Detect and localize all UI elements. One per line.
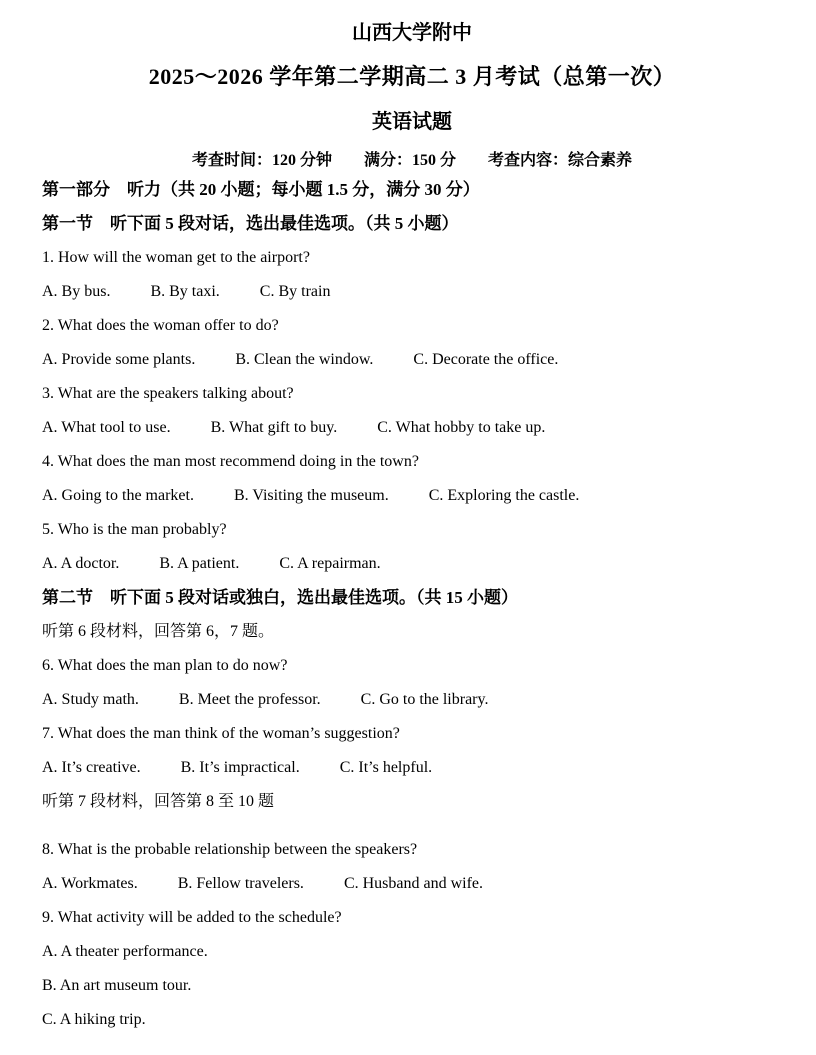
question-3-options (42, 411, 782, 445)
question-7-options (42, 751, 782, 785)
question-4-options (42, 479, 782, 513)
option-a: A. Study math. (42, 691, 139, 708)
material-6-note: 听第 6 段材料，回答第 6，7 题。 (42, 623, 275, 640)
option-b: B. By taxi. (150, 283, 220, 300)
question-9-options (42, 935, 782, 1037)
question-4: 4. What does the man most recommend doing in the town? (42, 453, 419, 470)
school-name: 山西大学附中 (352, 22, 472, 44)
option-b: B. A patient. (159, 555, 240, 572)
question-7: 7. What does the man think of the woman’s suggestion? (42, 725, 400, 742)
option-a: A. Going to the market. (42, 487, 194, 504)
option-b: B. It’s impractical. (180, 759, 300, 776)
option-a: A. A doctor. (42, 555, 120, 572)
option-c: C. A repairman. (279, 555, 381, 572)
question-2-options (42, 343, 782, 377)
option-c: C. Decorate the office. (413, 351, 559, 368)
question-5: 5. Who is the man probably? (42, 521, 227, 538)
section1-heading: 第一节 听下面 5 段对话，选出最佳选项。（共 5 小题） (42, 214, 459, 233)
option-c: C. A hiking trip. (42, 1011, 146, 1028)
option-a: A. Provide some plants. (42, 351, 196, 368)
option-a: A. What tool to use. (42, 419, 171, 436)
option-c: C. What hobby to take up. (377, 419, 546, 436)
question-2: 2. What does the woman offer to do? (42, 317, 279, 334)
exam-total-score: 满分：150 分 (363, 152, 456, 169)
question-1: 1. How will the woman get to the airport? (42, 249, 310, 266)
option-a: A. A theater performance. (42, 943, 208, 960)
option-b: B. Visiting the museum. (233, 487, 389, 504)
option-c: C. By train (259, 283, 331, 300)
exam-content: 考查内容：综合素养 (488, 152, 633, 169)
section2-heading: 第二节 听下面 5 段对话或独白，选出最佳选项。（共 15 小题） (42, 588, 518, 607)
question-9: 9. What activity will be added to the schedule? (42, 909, 342, 926)
option-b: B. An art museum tour. (42, 977, 192, 994)
part1-heading: 第一部分 听力（共 20 小题；每小题 1.5 分，满分 30 分） (42, 180, 480, 199)
option-c: C. Husband and wife. (343, 875, 484, 892)
question-6: 6. What does the man plan to do now? (42, 657, 288, 674)
option-b: B. What gift to buy. (210, 419, 338, 436)
paper-subject: 英语试题 (372, 111, 452, 133)
option-a: A. Workmates. (42, 875, 138, 892)
option-a: A. It’s creative. (42, 759, 141, 776)
exam-title: 2025～2026 学年第二学期高二 3 月考试（总第一次） (148, 64, 676, 89)
option-b: B. Clean the window. (235, 351, 374, 368)
question-1-options (42, 275, 782, 309)
question-3: 3. What are the speakers talking about? (42, 385, 294, 402)
material-7-note: 听第 7 段材料，回答第 8 至 10 题 (42, 793, 275, 810)
exam-duration: 考查时间：120 分钟 (191, 152, 332, 169)
option-b: B. Fellow travelers. (177, 875, 304, 892)
option-c: C. Exploring the castle. (428, 487, 580, 504)
exam-meta (42, 149, 782, 173)
question-5-options (42, 547, 782, 581)
option-a: A. By bus. (42, 283, 111, 300)
question-8: 8. What is the probable relationship between the speakers? (42, 841, 418, 858)
option-c: C. It’s helpful. (339, 759, 433, 776)
option-b: B. Meet the professor. (178, 691, 321, 708)
option-c: C. Go to the library. (360, 691, 489, 708)
question-8-options (42, 867, 782, 901)
question-6-options (42, 683, 782, 717)
